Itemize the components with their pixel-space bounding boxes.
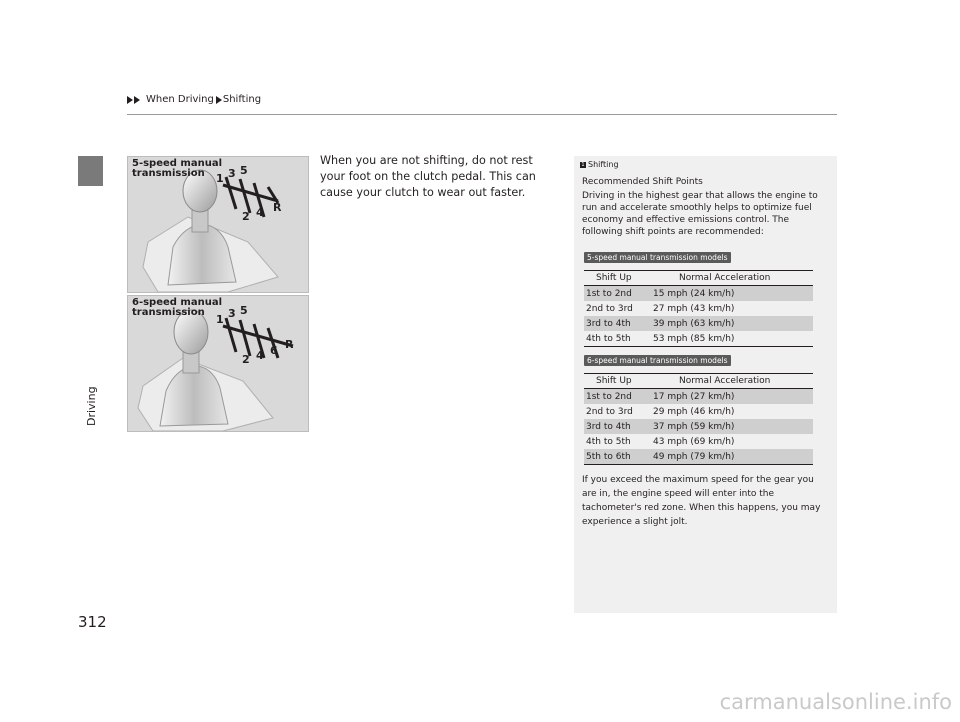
gear-label: 4 bbox=[256, 206, 264, 219]
table-row bbox=[584, 419, 813, 434]
table-bottom-rule bbox=[584, 346, 813, 347]
table-cell: 5th to 6th bbox=[586, 451, 631, 462]
table-row bbox=[584, 404, 813, 419]
watermark: carmanualsonline.info bbox=[719, 690, 952, 714]
breadcrumb bbox=[127, 94, 261, 105]
gear-label: 5 bbox=[240, 164, 248, 177]
shift-table-5-speed bbox=[584, 270, 813, 347]
page-number: 312 bbox=[78, 613, 107, 631]
column-header: Normal Acceleration bbox=[679, 273, 771, 283]
column-header: Shift Up bbox=[596, 376, 632, 386]
table-cell: 17 mph (27 km/h) bbox=[653, 391, 735, 402]
table-cell: 2nd to 3rd bbox=[586, 303, 633, 314]
model-badge: 6-speed manual transmission models bbox=[584, 355, 731, 366]
sidebar-title-text: Shifting bbox=[588, 160, 619, 169]
model-badge: 5-speed manual transmission models bbox=[584, 252, 731, 263]
sidebar-title bbox=[580, 160, 619, 169]
gear-label: R bbox=[285, 338, 294, 351]
chapter-tab bbox=[78, 156, 103, 186]
header-divider bbox=[127, 114, 837, 115]
sidebar-note bbox=[574, 156, 837, 613]
table-header bbox=[584, 270, 813, 286]
illustration-5-speed bbox=[127, 156, 309, 293]
table-row bbox=[584, 449, 813, 464]
table-cell: 2nd to 3rd bbox=[586, 406, 633, 417]
table-bottom-rule bbox=[584, 464, 813, 465]
gear-label: 5 bbox=[240, 304, 248, 317]
table-cell: 4th to 5th bbox=[586, 436, 631, 447]
table-cell: 39 mph (63 km/h) bbox=[653, 318, 735, 329]
table-cell: 53 mph (85 km/h) bbox=[653, 333, 735, 344]
breadcrumb-item[interactable]: When Driving bbox=[146, 94, 214, 105]
table-header bbox=[584, 373, 813, 389]
table-row bbox=[584, 301, 813, 316]
table-cell: 1st to 2nd bbox=[586, 288, 632, 299]
gear-label: 3 bbox=[228, 307, 236, 320]
column-header: Shift Up bbox=[596, 273, 632, 283]
table-cell: 3rd to 4th bbox=[586, 421, 631, 432]
sidebar-paragraph: Driving in the highest gear that allows the engine to run and accelerate smoothly helps to optimize fuel economy and effective emissions control. The following shift points are recommended: bbox=[582, 191, 818, 237]
table-row bbox=[584, 389, 813, 404]
table-cell: 49 mph (79 km/h) bbox=[653, 451, 735, 462]
illustration-caption: 6-speed manual transmission bbox=[132, 297, 223, 318]
illustration-6-speed bbox=[127, 295, 309, 432]
gear-label: 1 bbox=[216, 313, 224, 326]
table-row bbox=[584, 331, 813, 346]
gear-label: 4 bbox=[256, 349, 264, 362]
chapter-label bbox=[78, 186, 103, 426]
shift-table-6-speed bbox=[584, 373, 813, 465]
table-cell: 3rd to 4th bbox=[586, 318, 631, 329]
illustration-caption: 5-speed manual transmission bbox=[132, 158, 223, 179]
table-cell: 27 mph (43 km/h) bbox=[653, 303, 735, 314]
table-cell: 29 mph (46 km/h) bbox=[653, 406, 735, 417]
table-cell: 1st to 2nd bbox=[586, 391, 632, 402]
arrow-icon bbox=[127, 96, 133, 104]
gear-label: 2 bbox=[242, 210, 250, 223]
table-cell: 15 mph (24 km/h) bbox=[653, 288, 735, 299]
body-paragraph: When you are not shifting, do not rest your foot on the clutch pedal. This can cause your clutch to wear out faster. bbox=[320, 154, 536, 199]
arrow-icon bbox=[216, 96, 222, 104]
breadcrumb-item[interactable]: Shifting bbox=[222, 94, 262, 105]
gear-label: 1 bbox=[216, 172, 224, 185]
column-header: Normal Acceleration bbox=[679, 376, 771, 386]
sidebar-subtitle: Recommended Shift Points bbox=[582, 177, 703, 187]
chapter-label-text: Driving bbox=[85, 386, 98, 426]
reference-icon: 1 bbox=[581, 161, 585, 168]
sidebar-footer: If you exceed the maximum speed for the gear you are in, the engine speed will enter into the tachometer's red zone. When this happens, you may experience a slight jolt. bbox=[582, 475, 821, 527]
table-row bbox=[584, 316, 813, 331]
table-cell: 43 mph (69 km/h) bbox=[653, 436, 735, 447]
gear-label: 3 bbox=[228, 167, 236, 180]
table-row bbox=[584, 286, 813, 301]
gear-label: 2 bbox=[242, 353, 250, 366]
table-cell: 4th to 5th bbox=[586, 333, 631, 344]
gear-label: 6 bbox=[270, 344, 278, 357]
arrow-icon bbox=[134, 96, 140, 104]
table-cell: 37 mph (59 km/h) bbox=[653, 421, 735, 432]
table-row bbox=[584, 434, 813, 449]
gear-label: R bbox=[273, 201, 282, 214]
